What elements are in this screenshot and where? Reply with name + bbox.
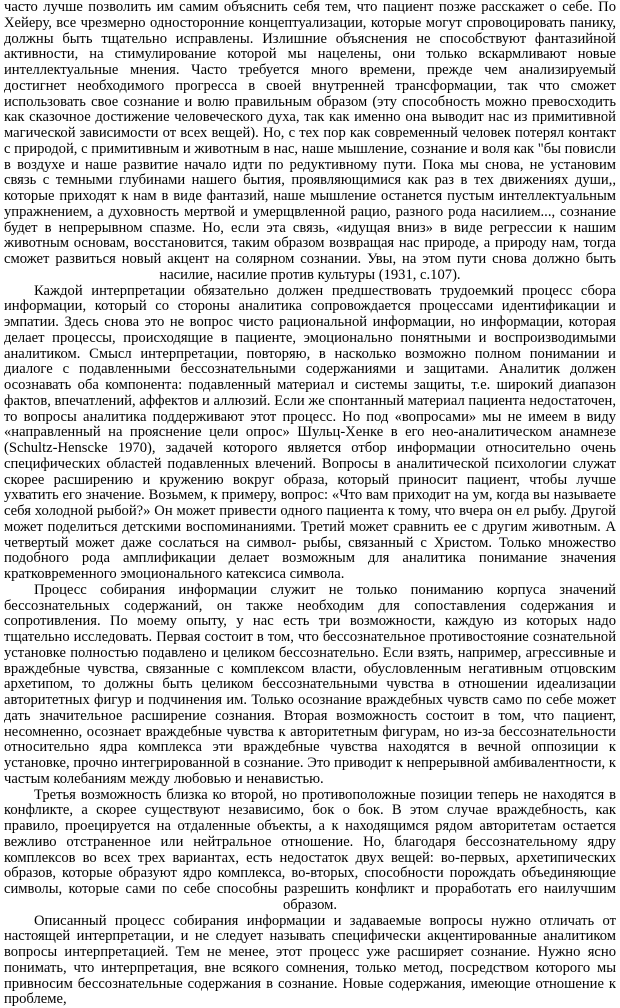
document-page — [4, 0, 616, 1008]
paragraph-2: Каждой интерпретации обязательно должен предшествовать трудоемкий процесс сбора информации, который со стороны аналитика сопровождается процессами идентификации и эмпатии. Здесь снова это не вопрос чисто рациональной информации, но информации, которая делает процессы, происходящие в пациенте, эмоционально понятными и воспроизводимыми аналитиком. Смысл интерпретации, повторяю, в насколько возможно полном понимании и диалоге с подавленными бессознательными содержаниями и защитами. Аналитик должен осознавать оба компонента: подавленный материал и системы защиты, т.е. широкий диапазон фактов, впечатлений, аффектов и аллюзий. Если же спонтанный материал пациента недостаточен, то вопросы аналитика поддерживают этот процесс. Но под «вопросами» мы не имеем в виду «направленный на прояснение цели опрос» Шульц-Хенке в его нео-аналитическом анамнезе (Schultz-Henscke 1970), задачей которого является отбор информации относительно очень специфических областей подавленных влечений. Вопросы в аналитической психологии служат скорее расширению и кружению вокруг образа, который приносит пациент, чтобы лучше ухватить его значение. Возьмем, к примеру, вопрос: «Что вам приходит на ум, когда вы называете себя холодной рыбой?» Он может привести одного пациента к тому, что вчера он ел рыбу. Другой может поделиться детскими воспоминаниями. Третий может сравнить ее с другим животным. А четвертый может даже сослаться на символ- рыбы, связанный с Христом. Только множество подобного рода амплификации делает возможным для аналитика понимание значения кратковременного эмоционального катексиса символа. — [4, 284, 616, 583]
paragraph-3: Процесс собирания информации служит не только пониманию корпуса значений бессознательных содержаний, он также необходим для сопоставления содержания и сопротивления. По моему опыту, у нас есть три возможности, каждую из которых надо тщательно исследовать. Первая состоит в том, что бессознательное противостояние сознательной установке полностью подавлено и целиком бессознательно. Если взять, например, агрессивные и враждебные чувства, связанные с комплексом власти, обусловленным негативным отцовским архетипом, то должны быть целиком бессознательными чувства в отношении идеализации авторитетных фигур и подчинения им. Только осознание враждебных чувств само по себе может дать значительное расширение сознания. Вторая возможность состоит в том, что пациент, несомненно, осознает враждебные чувства к авторитетным фигурам, но из-за бессознательности относительно ядра комплекса эти враждебные чувства находятся в вечной оппозиции к установке, прочно интегрированной в сознание. Это приводит к непрерывной амбивалентности, к частым колебаниям между любовью и ненавистью. — [4, 583, 616, 788]
paragraph-4: Третья возможность близка ко второй, но противоположные позиции теперь не находятся в конфликте, а скорее существуют независимо, бок о бок. В этом случае враждебность, как правило, проецируется на отдаленные объекты, а к находящимся рядом авторитетам остается вежливо отстраненное или нейтральное отношение. Но, благодаря бессознательному ядру комплексов во всех трех вариантах, есть недостаток двух вещей: во-первых, архетипических образов, которые образуют ядро комплекса, во-вторых, способности порождать объединяющие символы, которые сами по себе способны разрешить конфликт и проработать его наилучшим образом. — [4, 788, 616, 914]
paragraph-5: Описанный процесс собирания информации и задаваемые вопросы нужно отличать от настоящей интерпретации, и не следует называть специфически акцентированные аналитиком вопросы интерпретацией. Тем не менее, этот процесс уже расширяет сознание. Нужно ясно понимать, что интерпретация, вне всякого сомнения, только метод, посредством которого мы привносим бессознательные содержания в сознание. Новые содержания, имеющие отношение к проблеме, — [4, 914, 616, 1008]
paragraph-1: часто лучше позволить им самим объяснить себя тем, что пациент позже расскажет о себе. По Хейеру, все чрезмерно односторонние концептуализации, которые могут спровоцировать панику, должны быть тщательно исправлены. Излишние объяснения не способствуют фантазийной активности, на стимулирование которой мы нацелены, они только вскармливают новые интеллектуальные мнения. Часто требуется много времени, прежде чем анализируемый достигнет необходимого прогресса в своей внутренней трансформации, так что сможет использовать свое сознание и волю правильным образом (эту способность можно превосходить как сказочное достижение человеческого духа, так как именно она выводит нас из примитивной магической зависимости от всех вещей). Но, с тех пор как современный человек потерял контакт с природой, с примитивным и животным в нас, наше мышление, сознание и воля как "бы повисли в воздухе и наше развитие начало идти по редуктивному пути. Пока мы снова, не установим связь с темными глубинами нашего бытия, проявляющимися как раз в тех движениях души,, которые приходят к нам в виде фантазий, наше мышление останется пустым интеллектуальным упражнением, а духовность мертвой и умерщвленной рацио, разного рода насилием..., сознание будет в непрерывном спазме. Но, если эта связь, «идущая вниз» в виде регрессии к нашим животным основам, восстановится, таким образом возвращая нас природе, а природу нам, тогда сможет развиться новый акцент на солярном сознании. Увы, на этом пути снова должно быть насилие, насилие против культуры (1931, с.107). — [4, 0, 616, 284]
